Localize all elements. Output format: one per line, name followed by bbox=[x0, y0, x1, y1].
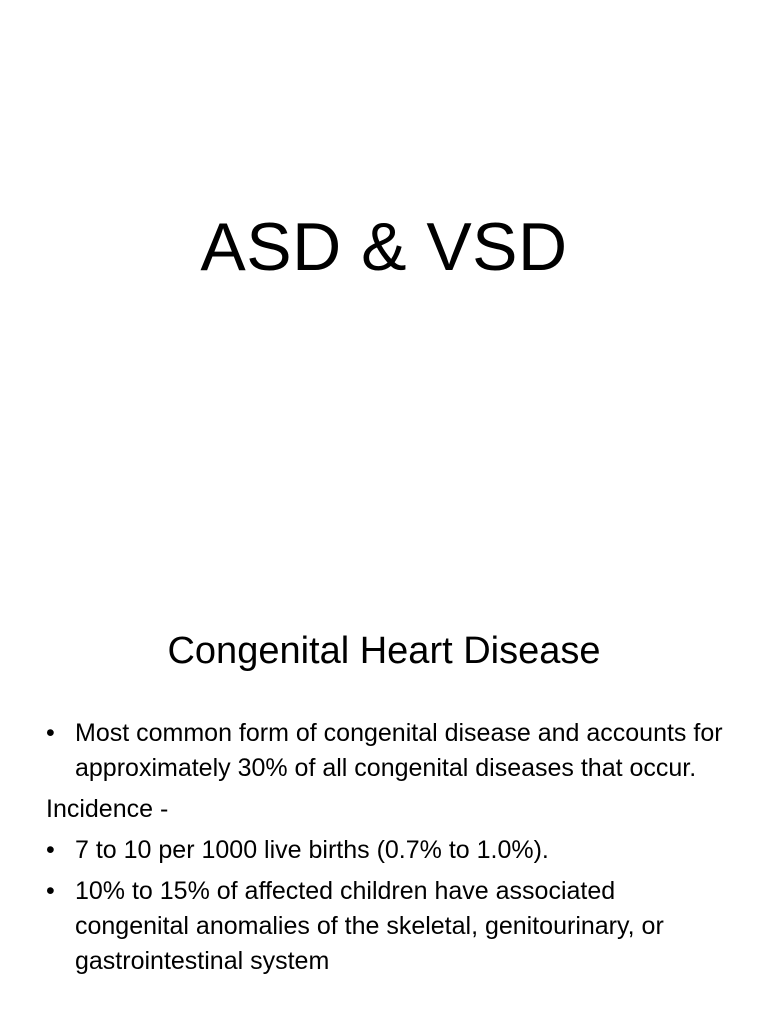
bullet-text: 10% to 15% of affected children have associated congenital anomalies of the skeletal, genitourinary, or gastrointestinal system bbox=[75, 877, 664, 975]
bullet-text: Most common form of congenital disease and accounts for approximately 30% of all congenital diseases that occur. bbox=[75, 719, 723, 782]
content-slide bbox=[0, 576, 768, 1024]
bullet-item bbox=[46, 874, 726, 979]
incidence-label: Incidence - bbox=[46, 795, 169, 823]
slide-heading: Congenital Heart Disease bbox=[167, 630, 601, 672]
bullet-text: 7 to 10 per 1000 live births (0.7% to 1.0%). bbox=[75, 836, 549, 864]
bullet-icon: • bbox=[46, 877, 55, 905]
slide-body bbox=[46, 716, 726, 985]
bullet-item bbox=[46, 716, 726, 786]
bullet-item bbox=[46, 833, 726, 868]
bullet-icon: • bbox=[46, 836, 55, 864]
slide-title: ASD & VSD bbox=[200, 209, 568, 285]
bullet-icon: • bbox=[46, 719, 55, 747]
